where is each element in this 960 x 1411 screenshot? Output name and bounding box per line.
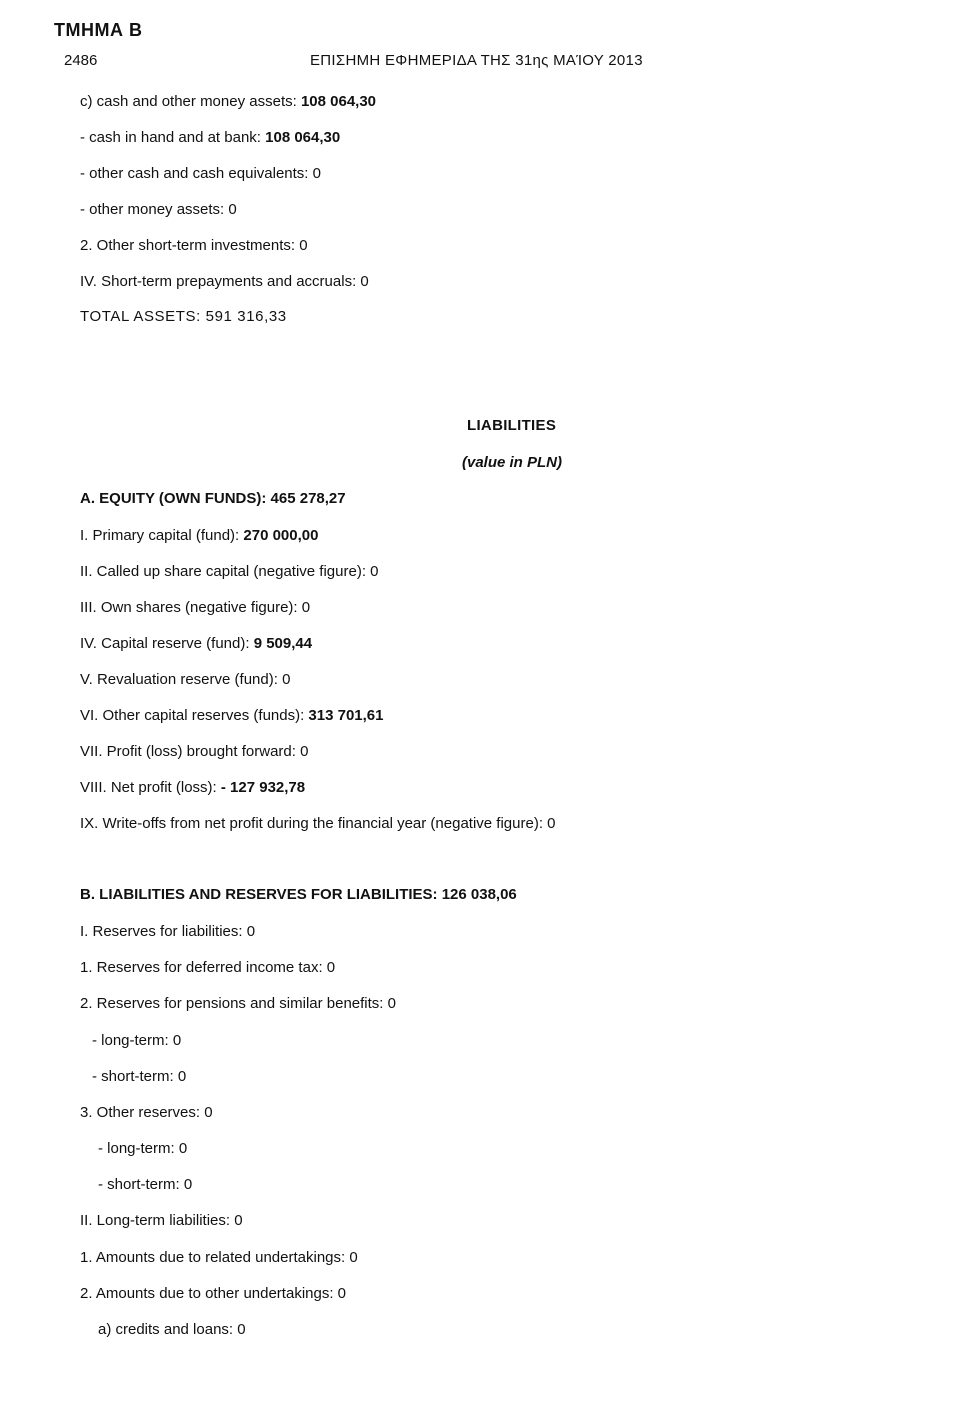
line-label: 3. Other reserves: <box>80 1104 205 1121</box>
net-profit-loss <box>80 779 305 797</box>
line-value: 0 <box>177 1068 187 1085</box>
total-assets: TOTAL ASSETS: 591 316,33 <box>80 308 287 325</box>
line-value: 0 <box>172 1032 182 1049</box>
line-value: 0 <box>178 1140 188 1157</box>
pensions-long-term <box>92 1032 181 1050</box>
line-label: - cash in hand and at bank: <box>80 129 266 146</box>
gazette-title: ΕΠΙΣΗΜΗ ΕΦΗΜΕΡΙΔΑ ΤΗΣ 31ης ΜΑΊΟΥ 2013 <box>310 52 643 69</box>
pensions-short-term <box>92 1068 186 1086</box>
line-value: 0 <box>204 1104 213 1121</box>
line-value: 0 <box>282 671 291 688</box>
other-short-term-investments <box>80 237 308 255</box>
line-label: IV. Short-term prepayments and accruals: <box>80 273 361 290</box>
line-value: 0 <box>349 1249 358 1266</box>
line-value: 0 <box>387 995 396 1012</box>
line-label: 1. Amounts due to related undertakings: <box>80 1249 350 1266</box>
line-label: - short-term: <box>92 1068 178 1085</box>
line-value: 0 <box>360 273 369 290</box>
other-cash-equivalents <box>80 165 321 183</box>
line-label: - long-term: <box>98 1140 179 1157</box>
other-reserves <box>80 1104 213 1122</box>
line-value: 108 064,30 <box>265 129 341 146</box>
line-value: 0 <box>234 1212 243 1229</box>
line-label: IX. Write-offs from net profit during the financial year (negative figure): <box>80 815 548 832</box>
credits-and-loans <box>98 1321 246 1339</box>
reserves-deferred-income-tax <box>80 959 335 977</box>
line-label: VII. Profit (loss) brought forward: <box>80 743 301 760</box>
cash-in-hand-and-at-bank <box>80 129 340 147</box>
amounts-due-related-undertakings <box>80 1249 358 1267</box>
line-value: 0 <box>312 165 321 182</box>
other-reserves-short-term <box>98 1176 192 1194</box>
line-value: 0 <box>237 1321 246 1338</box>
other-reserves-long-term <box>98 1140 187 1158</box>
page-number: 2486 <box>64 52 98 69</box>
line-label: II. Long-term liabilities: <box>80 1212 235 1229</box>
long-term-liabilities <box>80 1212 243 1230</box>
line-label: c) cash and other money assets: <box>80 93 301 110</box>
line-value: 313 701,61 <box>308 707 384 724</box>
write-offs <box>80 815 556 833</box>
equity-heading: A. EQUITY (OWN FUNDS): 465 278,27 <box>80 490 346 507</box>
line-value: 0 <box>326 959 336 976</box>
line-label: I. Primary capital (fund): <box>80 527 244 544</box>
profit-brought-forward <box>80 743 308 761</box>
line-label: - other cash and cash equivalents: <box>80 165 313 182</box>
line-value: 0 <box>337 1285 347 1302</box>
line-value: 0 <box>246 923 256 940</box>
cash-and-other-money-assets <box>80 93 376 111</box>
line-value: 0 <box>300 743 309 760</box>
line-label: V. Revaluation reserve (fund): <box>80 671 283 688</box>
liabilities-title: LIABILITIES <box>467 417 557 434</box>
line-label: II. Called up share capital (negative figure): <box>80 563 371 580</box>
line-label: 1. Reserves for deferred income tax: <box>80 959 327 976</box>
reserves-for-liabilities <box>80 923 255 941</box>
line-label: 2. Reserves for pensions and similar benefits: <box>80 995 388 1012</box>
line-value: 0 <box>547 815 556 832</box>
line-value: - 127 932,78 <box>220 779 306 796</box>
line-label: I. Reserves for liabilities: <box>80 923 247 940</box>
line-value: 0 <box>228 201 237 218</box>
own-shares <box>80 599 310 617</box>
primary-capital <box>80 527 318 545</box>
line-value: 9 509,44 <box>253 635 313 652</box>
liabilities-unit: (value in PLN) <box>462 454 563 471</box>
line-label: IV. Capital reserve (fund): <box>80 635 254 652</box>
revaluation-reserve <box>80 671 290 689</box>
line-value: 0 <box>370 563 379 580</box>
section-tag: ΤΜΗΜΑ Β <box>54 20 143 40</box>
other-capital-reserves <box>80 707 384 725</box>
line-label: 2. Amounts due to other undertakings: <box>80 1285 338 1302</box>
line-label: a) credits and loans: <box>98 1321 238 1338</box>
line-value: 0 <box>299 237 308 254</box>
line-label: - long-term: <box>92 1032 173 1049</box>
line-label: VI. Other capital reserves (funds): <box>80 707 309 724</box>
line-value: 0 <box>301 599 311 616</box>
called-up-share-capital <box>80 563 379 581</box>
line-label: 2. Other short-term investments: <box>80 237 300 254</box>
line-label: III. Own shares (negative figure): <box>80 599 302 616</box>
reserves-pensions <box>80 995 396 1013</box>
liabilities-reserves-heading: B. LIABILITIES AND RESERVES FOR LIABILITIES: 126 038,06 <box>80 886 517 903</box>
capital-reserve <box>80 635 312 653</box>
line-label: VIII. Net profit (loss): <box>80 779 221 796</box>
line-value: 108 064,30 <box>300 93 377 110</box>
short-term-prepayments <box>80 273 369 291</box>
line-value: 270 000,00 <box>243 527 319 544</box>
other-money-assets <box>80 201 237 219</box>
line-label: - short-term: <box>98 1176 184 1193</box>
line-value: 0 <box>183 1176 193 1193</box>
line-label: - other money assets: <box>80 201 229 218</box>
amounts-due-other-undertakings <box>80 1285 346 1303</box>
